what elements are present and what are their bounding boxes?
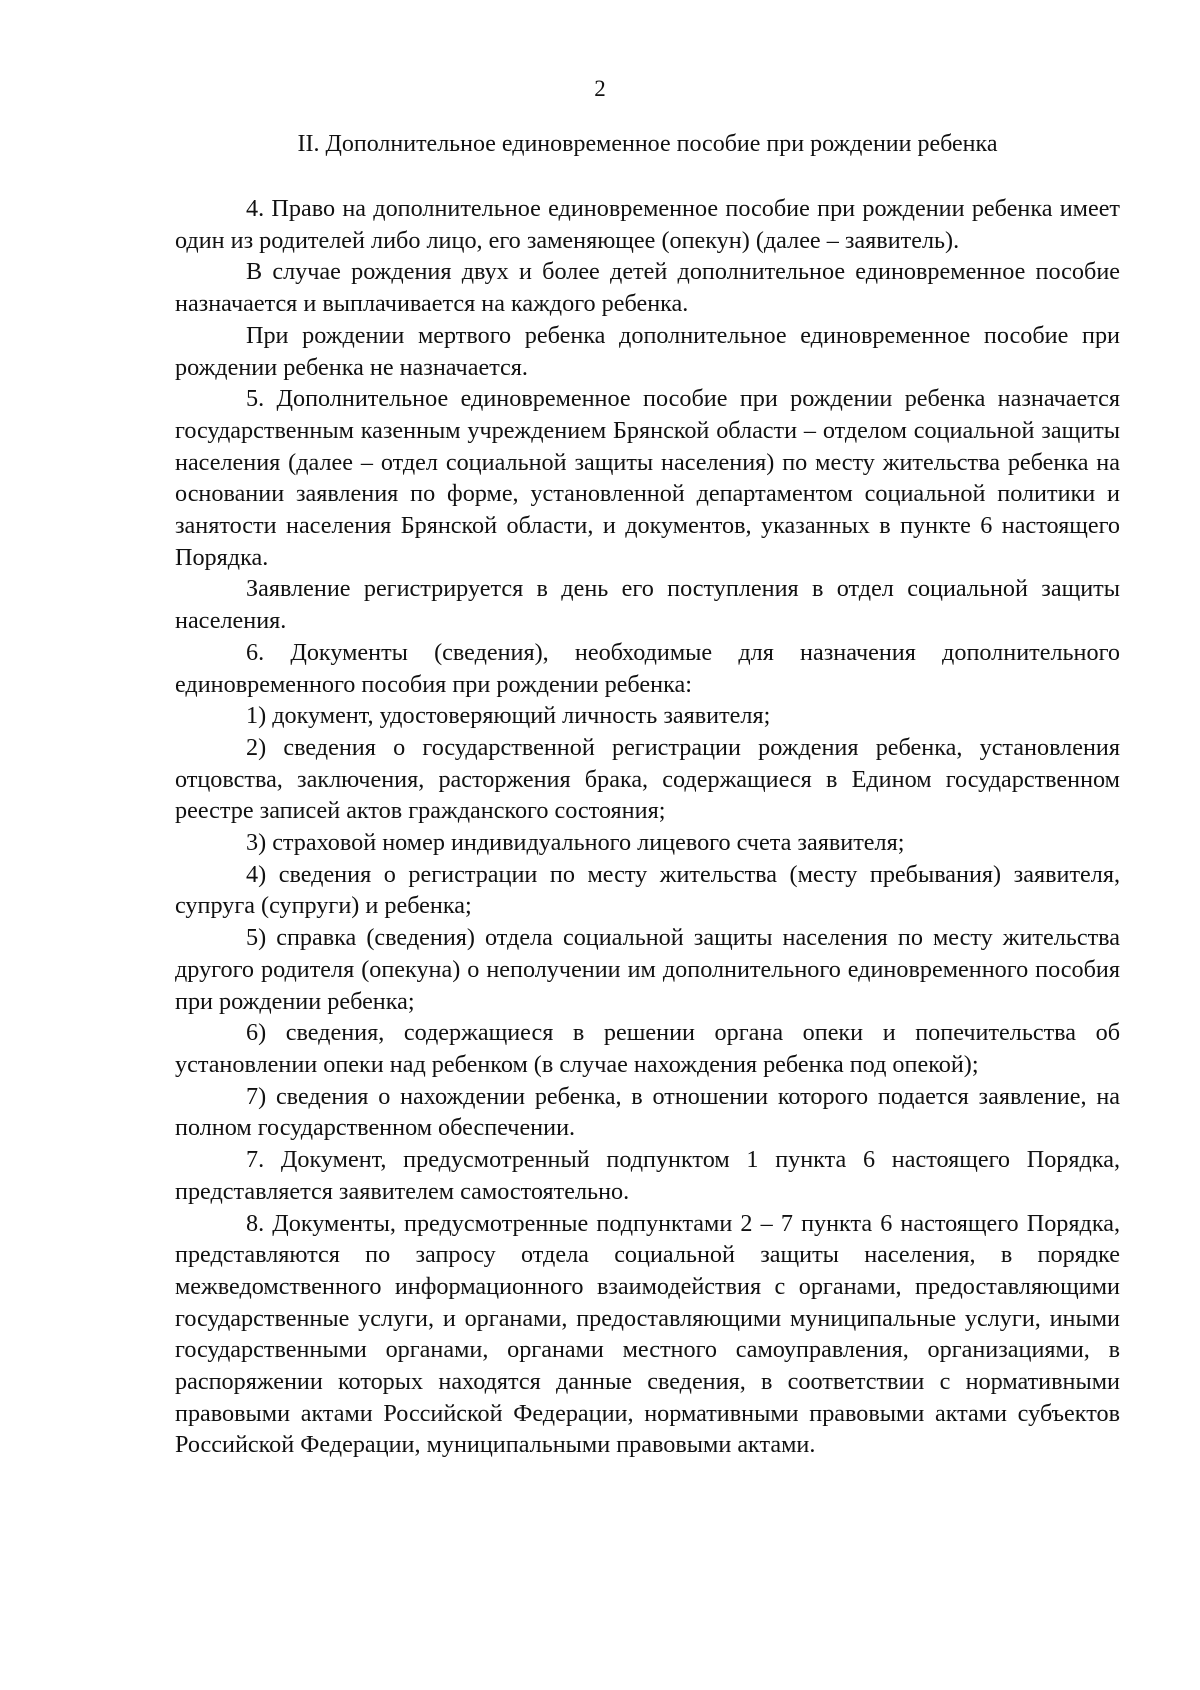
list-item-4: 4) сведения о регистрации по месту жительства (месту пребывания) заявителя, супруга (супруги) и ребенка; xyxy=(175,860,1120,920)
document-body xyxy=(175,193,1120,1461)
list-item-2: 2) сведения о государственной регистрации рождения ребенка, установления отцовства, заключения, расторжения брака, содержащиеся в Едином государственном реестре записей актов гражданского состояния; xyxy=(175,733,1120,825)
list-item-6: 6) сведения, содержащиеся в решении органа опеки и попечительства об установлении опеки над ребенком (в случае нахождения ребенка под опекой); xyxy=(175,1019,1120,1078)
section-title: II. Дополнительное единовременное пособие при рождении ребенка xyxy=(297,131,998,157)
page-number: 2 xyxy=(594,76,606,101)
paragraph-multiple-births: В случае рождения двух и более детей дополнительное единовременное пособие назначается и выплачивается на каждого ребенка. xyxy=(175,258,1120,318)
paragraph-6: 6. Документы (сведения), необходимые для назначения дополнительного единовременного пособия при рождении ребенка: xyxy=(175,638,1120,698)
list-item-3: 3) страховой номер индивидуального лицевого счета заявителя; xyxy=(246,829,905,857)
paragraph-7: 7. Документ, предусмотренный подпунктом 1 пункта 6 настоящего Порядка, представляется заявителем самостоятельно. xyxy=(175,1146,1120,1205)
list-item-1: 1) документ, удостоверяющий личность заявителя; xyxy=(246,702,771,730)
paragraph-8: 8. Документы, предусмотренные подпунктами 2 – 7 пункта 6 настоящего Порядка, представляются по запросу отдела социальной защиты населения, в порядке межведомственного информационного взаимодействия с органами, предоставляющими государственные услуги, и органами, предоставляющими муниципальные услуги, иными государственными органами, органами местного самоуправления, организациями, в распоряжении которых находятся данные сведения, в соответствии с нормативными правовыми актами Российской Федерации, нормативными правовыми актами субъектов Российской Федерации, муниципальными правовыми актами. xyxy=(175,1209,1120,1459)
paragraph-registration: Заявление регистрируется в день его поступления в отдел социальной защиты населения. xyxy=(175,575,1120,635)
paragraph-stillbirth: При рождении мертвого ребенка дополнительное единовременное пособие при рождении ребенка не назначается. xyxy=(175,321,1120,381)
paragraph-5: 5. Дополнительное единовременное пособие при рождении ребенка назначается государственным казенным учреждением Брянской области – отделом социальной защиты населения (далее – отдел социальной защиты населения) по месту жительства ребенка на основании заявления по форме, установленной департаментом социальной политики и занятости населения Брянской области, и документов, указанных в пункте 6 настоящего Порядка. xyxy=(175,385,1120,571)
list-item-5: 5) справка (сведения) отдела социальной защиты населения по месту жительства другого родителя (опекуна) о неполучении им дополнительного единовременного пособия при рождении ребенка; xyxy=(175,924,1120,1015)
list-item-7: 7) сведения о нахождении ребенка, в отношении которого подается заявление, на полном государственном обеспечении. xyxy=(175,1082,1120,1142)
paragraph-4: 4. Право на дополнительное единовременное пособие при рождении ребенка имеет один из родителей либо лицо, его заменяющее (опекун) (далее – заявитель). xyxy=(175,195,1120,254)
